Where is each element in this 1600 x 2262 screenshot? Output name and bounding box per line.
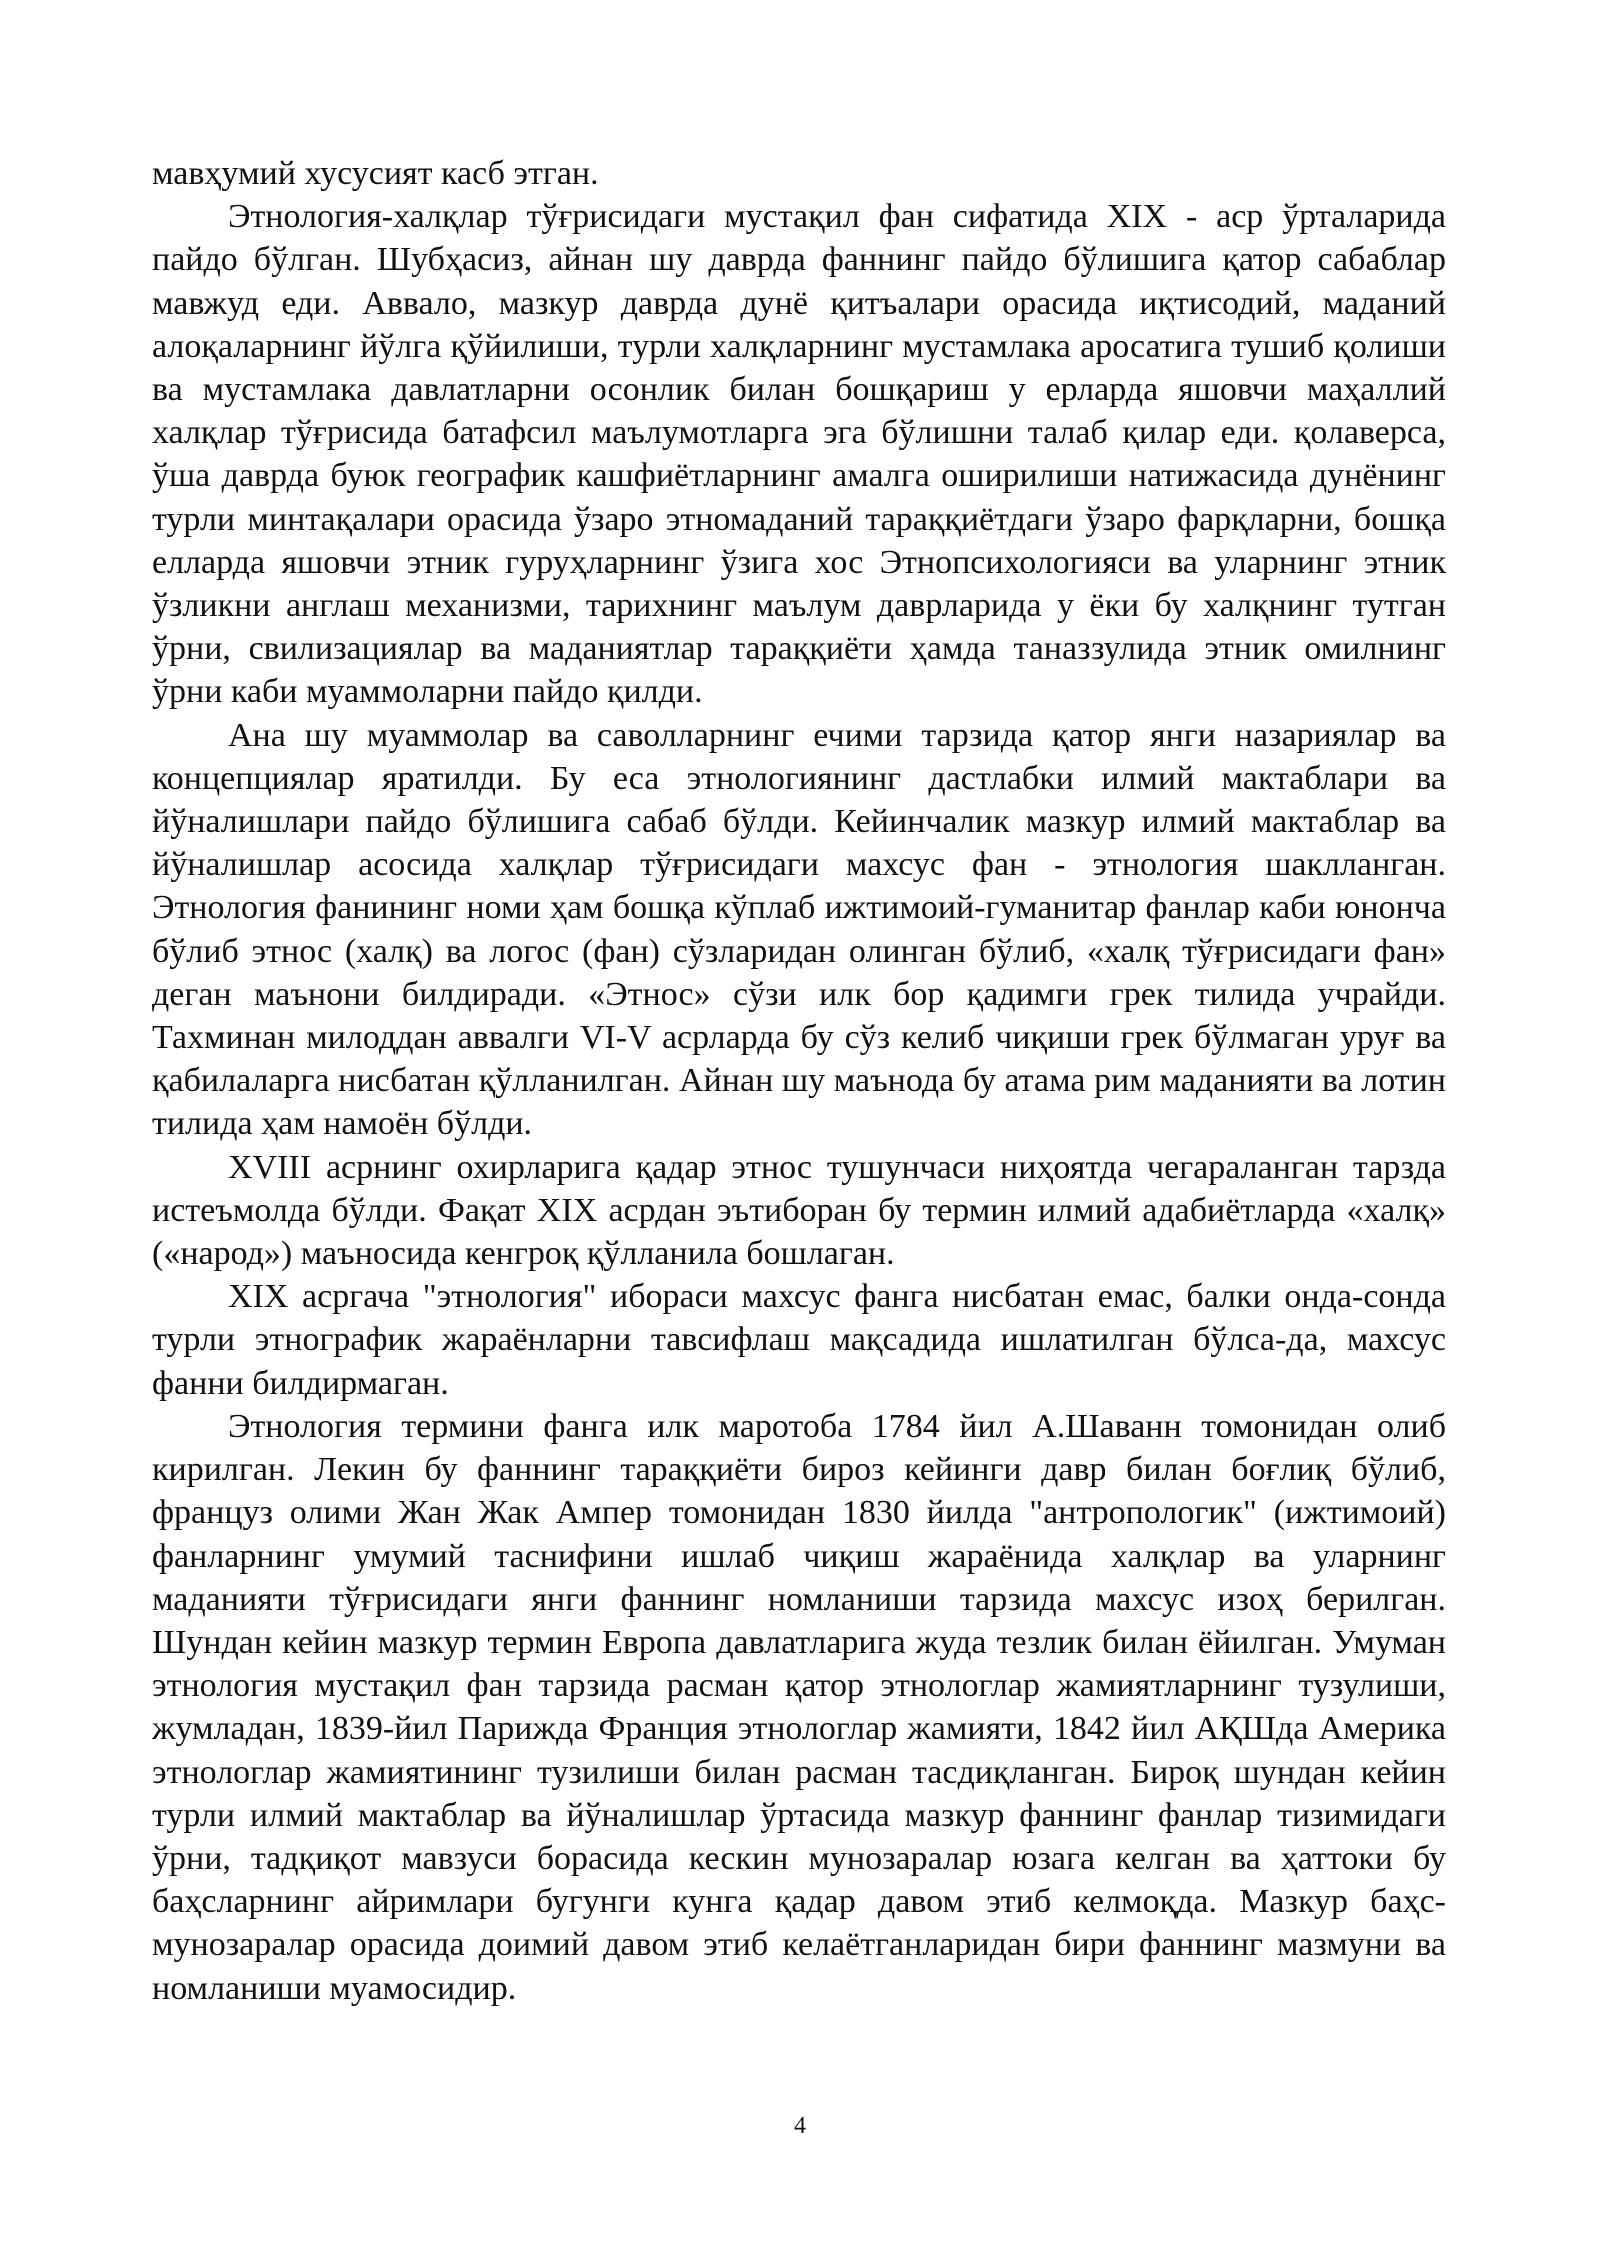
page-number: 4 <box>794 2113 806 2139</box>
paragraph-origin-of-ethnology: Этнология-халқлар тўғрисидаги мустақил фан сифатида XIX - аср ўрталарида пайдо бўлган. Шубҳасиз, айнан шу даврда фаннинг пайдо бўлишига қатор сабаблар мавжуд еди. Аввало, мазкур даврда дунё қитъалари орасида иқтисодий, маданий алоқаларнинг йўлга қўйилиши, турли халқларнинг мустамлака аросатига тушиб қолиши ва мустамлака давлатларни осонлик билан бошқариш у ерларда яшовчи маҳаллий халқлар тўғрисида батафсил маълумотларга эга бўлишни талаб қилар еди. қолаверса, ўша даврда буюк географик кашфиётларнинг амалга оширилиши натижасида дунёнинг турли минтақалари орасида ўзаро этномаданий тараққиётдаги ўзаро фарқларни, бошқа елларда яшовчи этник гуруҳларнинг ўзига хос Этнопсихологияси ва уларнинг этник ўзликни англаш механизми, тарихнинг маълум даврларида у ёки бу халқнинг тутган ўрни, свилизациялар ва маданиятлар тараққиёти ҳамда таназзулида этник омилнинг ўрни каби муаммоларни пайдо қилди. <box>152 198 1446 711</box>
paragraph-concepts-and-etymology: Ана шу муаммолар ва саволларнинг ечими тарзида қатор янги назариялар ва концепциялар яратилди. Бу еса этнологиянинг дастлабки илмий мактаблари ва йўналишлари пайдо бўлишига сабаб бўлди. Кейинчалик мазкур илмий мактаблар ва йўналишлар асосида халқлар тўғрисидаги махсус фан - этнология шаклланган. Этнология фанининг номи ҳам бошқа кўплаб ижтимоий-гуманитар фанлар каби юнонча бўлиб этнос (халқ) ва логос (фан) сўзларидан олинган бўлиб, «халқ тўғрисидаги фан» деган маънони билдиради. «Этнос» сўзи илк бор қадимги грек тилида учрайди. Тахминан милоддан аввалги VI-V асрларда бу сўз келиб чиқиши грек бўлмаган уруғ ва қабилаларга нисбатан қўлланилган. Айнан шу маънода бу атама рим маданияти ва лотин тилида ҳам намоён бўлди. <box>152 716 1446 1143</box>
paragraph-ethnos-usage: XVIII асрнинг охирларига қадар этнос тушунчаси ниҳоятда чегараланган тарзда истеъмолда бўлди. Фақат XIX асрдан эътиборан бу термин илмий адабиётларда «халқ» («народ») маъносида кенгроқ қўлланила бошлаган. <box>152 1148 1446 1273</box>
paragraph-continuation: мавҳумий хусусият касб этган. <box>152 155 599 192</box>
paragraph-term-usage-before-xix: XIX асргача "этнология" ибораси махсус фанга нисбатан емас, балки онда-сонда турли этнографик жараёнларни тавсифлаш мақсадида ишлатилган бўлса-да, махсус фанни билдирмаган. <box>152 1278 1446 1402</box>
document-page <box>152 152 1446 2010</box>
paragraph-term-history: Этнология термини фанга илк маротоба 1784 йил А.Шаванн томонидан олиб кирилган. Лекин бу фаннинг тараққиёти бироз кейинги давр билан боғлиқ бўлиб, француз олими Жан Жак Ампер томонидан 1830 йилда "антропологик" (ижтимоий) фанларнинг умумий таснифини ишлаб чиқиш жараёнида халқлар ва уларнинг маданияти тўғрисидаги янги фаннинг номланиши тарзида махсус изоҳ берилган. Шундан кейин мазкур термин Европа давлатларига жуда тезлик билан ёйилган. Умуман этнология мустақил фан тарзида расман қатор этнологлар жамиятларнинг тузулиши, жумладан, 1839-йил Парижда Франция этнологлар жамияти, 1842 йил АҚШда Америка этнологлар жамиятининг тузилиши билан расман тасдиқланган. Бироқ шундан кейин турли илмий мактаблар ва йўналишлар ўртасида мазкур фаннинг фанлар тизимидаги ўрни, тадқиқот мавзуси борасида кескин мунозаралар юзага келган ва ҳаттоки бу баҳсларнинг айримлари бугунги кунга қадар давом этиб келмоқда. Мазкур баҳс-мунозаралар орасида доимий давом этиб келаётганларидан бири фаннинг мазмуни ва номланиши муамосидир. <box>152 1407 1446 2007</box>
